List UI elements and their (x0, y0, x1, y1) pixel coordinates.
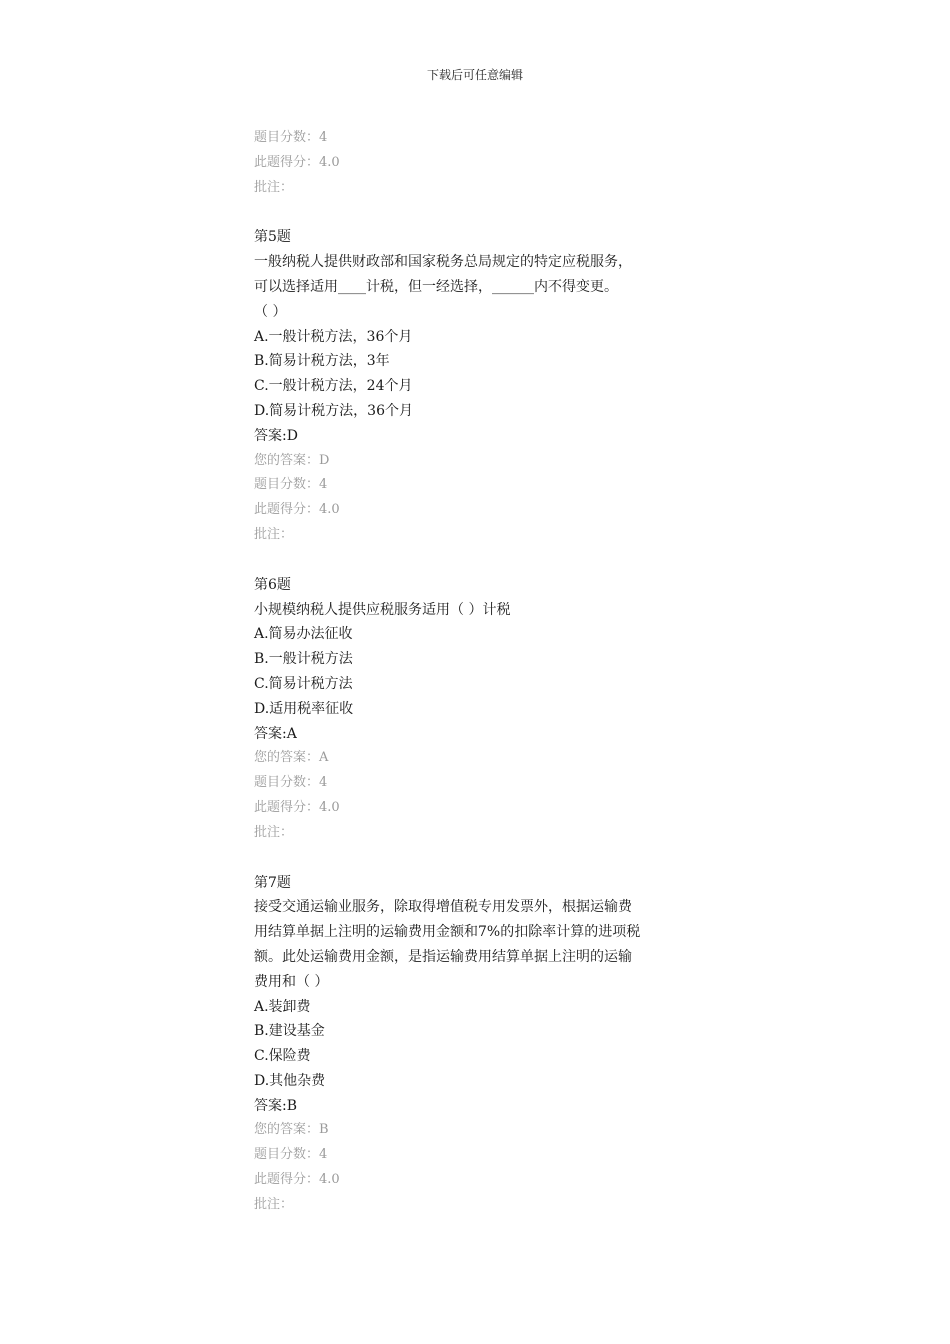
option-c: C.简易计税方法 (254, 675, 353, 692)
question-6 (254, 573, 694, 846)
question-score: 题目分数：4 (254, 1147, 328, 1163)
option-c: C.保险费 (254, 1048, 311, 1065)
question-stem-line: 额。此处运输费用金额，是指运输费用结算单据上注明的运输 (254, 948, 632, 965)
option-a: A.一般计税方法，36个月 (254, 328, 413, 345)
question-5 (254, 225, 694, 547)
correct-answer: 答案:A (254, 725, 297, 742)
option-a: A.装卸费 (254, 998, 311, 1015)
your-answer: 您的答案：D (254, 452, 330, 468)
question-got: 此题得分：4.0 (254, 502, 340, 518)
question-stem-line: （ ） (254, 303, 287, 320)
question-stem-line: 一般纳税人提供财政部和国家税务总局规定的特定应税服务， (254, 254, 632, 271)
question-note: 批注： (254, 824, 294, 840)
question-got: 此题得分：4.0 (254, 799, 340, 815)
prev-score: 题目分数：4 (254, 130, 328, 145)
prev-note: 批注： (254, 179, 294, 195)
question-score: 题目分数：4 (254, 477, 328, 493)
correct-answer: 答案:B (254, 1097, 298, 1114)
question-stem-line: 费用和（ ） (254, 973, 329, 990)
question-7 (254, 871, 694, 1218)
your-answer: 您的答案：A (254, 750, 329, 766)
question-stem-line: 小规模纳税人提供应税服务适用（ ）计税 (254, 601, 511, 618)
option-b: B.简易计税方法，3年 (254, 353, 390, 370)
option-b: B.一般计税方法 (254, 651, 353, 668)
quiz-content (254, 126, 694, 1218)
prev-got: 此题得分：4.0 (254, 154, 340, 170)
question-title: 第5题 (254, 229, 291, 246)
option-d: D.简易计税方法，36个月 (254, 402, 413, 419)
question-note: 批注： (254, 1196, 294, 1212)
option-b: B.建设基金 (254, 1023, 325, 1040)
spacer (254, 200, 694, 225)
correct-answer: 答案:D (254, 427, 298, 444)
your-answer: 您的答案：B (254, 1122, 329, 1138)
question-note: 批注： (254, 526, 294, 542)
option-d: D.其他杂费 (254, 1072, 326, 1089)
option-a: A.简易办法征收 (254, 626, 353, 643)
question-stem-line: 用结算单据上注明的运输费用金额和7%的扣除率计算的进项税 (254, 924, 641, 941)
question-title: 第7题 (254, 874, 291, 891)
page-header: 下载后可任意编辑 (426, 68, 523, 82)
question-stem-line: 接受交通运输业服务，除取得增值税专用发票外，根据运输费 (254, 899, 632, 916)
question-got: 此题得分：4.0 (254, 1172, 340, 1188)
option-c: C.一般计税方法，24个月 (254, 378, 413, 395)
spacer (254, 548, 694, 573)
option-d: D.适用税率征收 (254, 700, 354, 717)
question-title: 第6题 (254, 576, 291, 593)
spacer (254, 846, 694, 871)
question-stem-line: 可以选择适用____计税，但一经选择，______内不得变更。 (254, 278, 618, 295)
question-score: 题目分数：4 (254, 775, 328, 791)
